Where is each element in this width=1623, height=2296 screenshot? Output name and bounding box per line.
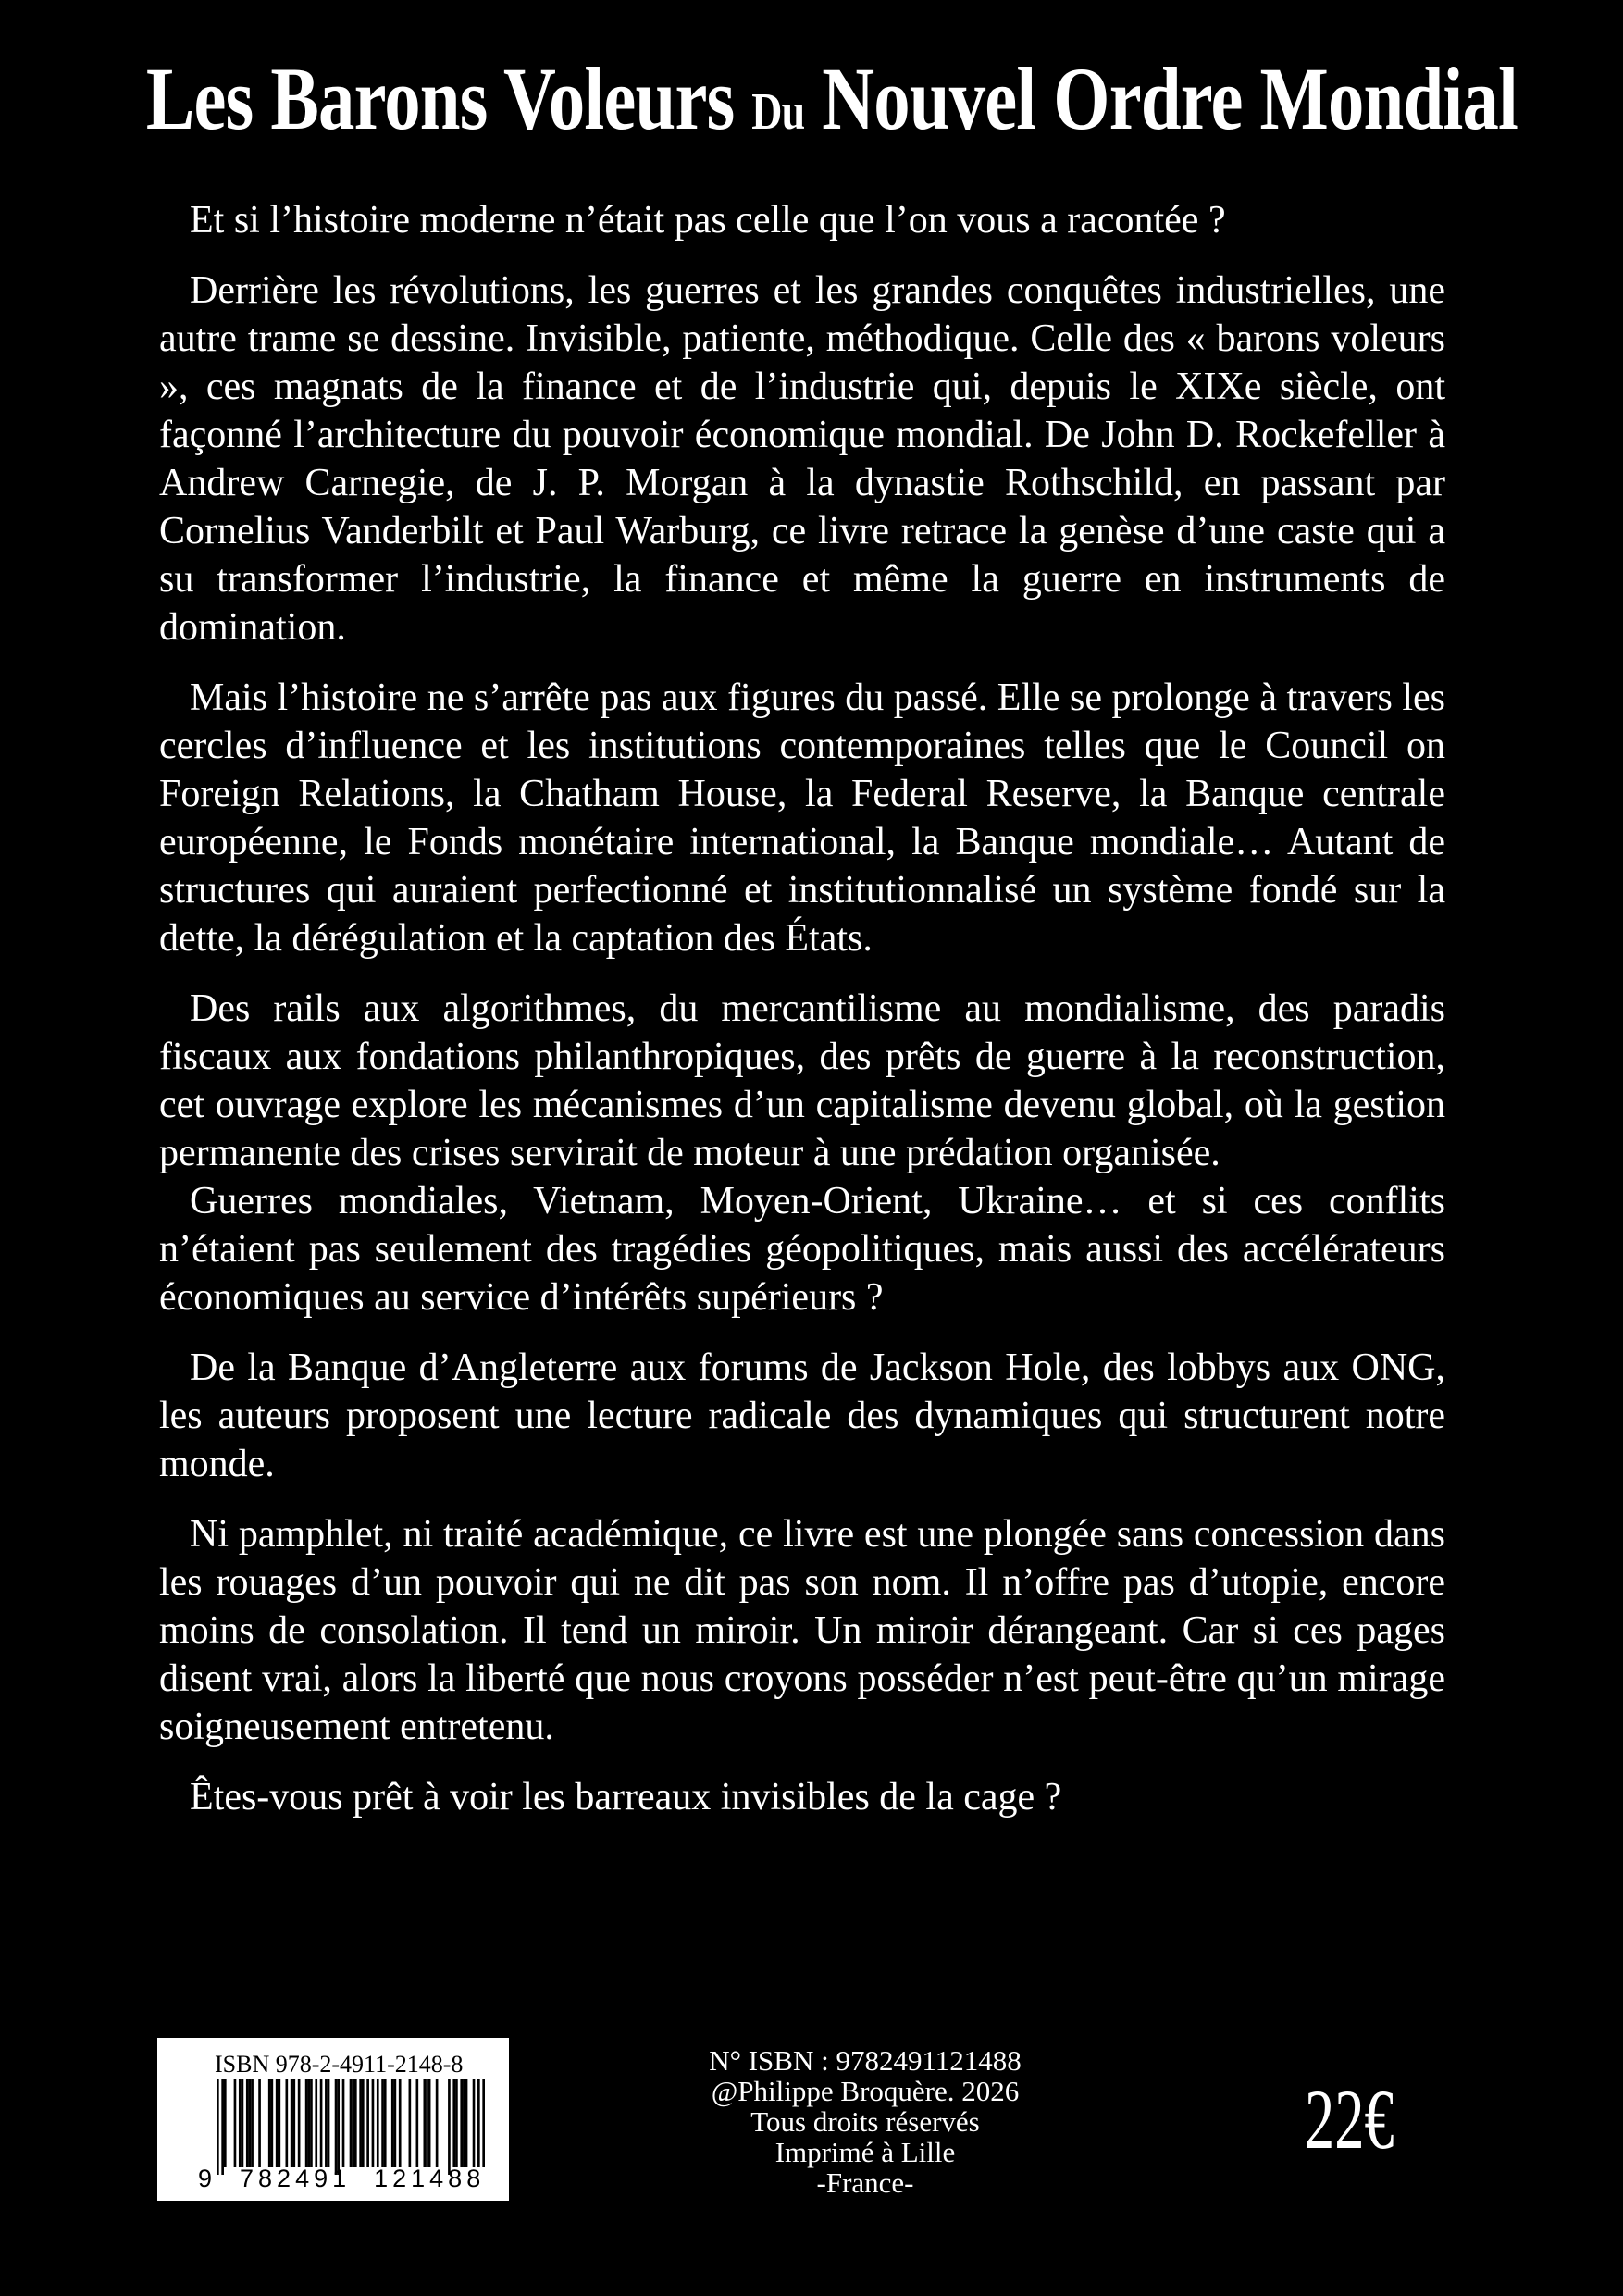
blurb-paragraph-1: Et si l’histoire moderne n’était pas celle que l’on vous a racontée ? [190, 199, 1226, 242]
rights-reserved: Tous droits réservés [750, 2105, 980, 2138]
barcode-bar [224, 2079, 227, 2167]
barcode-bar [426, 2079, 428, 2167]
barcode-bar [465, 2079, 468, 2167]
barcode-bar [268, 2079, 271, 2167]
barcode-bar [246, 2079, 249, 2167]
barcode-bar [307, 2079, 310, 2167]
blurb-paragraph-5: Guerres mondiales, Vietnam, Moyen-Orient, Ukraine… et si ces conflits n’étaient pas seulement des tragédies géopolitiques, mais aussi des accélérateurs économiques au service d’intérêts supérieurs ? [159, 1180, 1445, 1319]
barcode-bar [409, 2079, 412, 2167]
isbn-barcode [157, 2038, 509, 2201]
barcode-bar [452, 2079, 455, 2167]
title-connector: Du [751, 83, 805, 141]
barcode-bar [242, 2079, 244, 2167]
barcode-bar [350, 2079, 353, 2167]
blurb-paragraph-2: Derrière les révolutions, les guerres et les grandes conquêtes industrielles, une autre trame se dessine. Invisible, patiente, méthodique. Celle des « barons voleurs », ces magnats de la finance et de l’industrie qui, depuis le XIXe siècle, ont façonné l’architecture du pouvoir économique mondial. De John D. Rockefeller à Andrew Carnegie, de J. P. Morgan à la dynastie Rothschild, en passant par Cornelius Vanderbilt et Paul Warburg, ce livre retrace la genèse d’une caste qui a su transformer l’industrie, la finance et même la guerre en instruments de domination. [159, 269, 1445, 649]
barcode-bar [217, 2079, 219, 2175]
barcode-isbn-label: ISBN 978-2-4911-2148-8 [215, 2051, 464, 2078]
barcode-bar [455, 2079, 458, 2167]
barcode-bar [463, 2079, 465, 2167]
barcode-bar [279, 2079, 281, 2167]
barcode-bar [416, 2079, 419, 2167]
barcode-bar [315, 2079, 317, 2167]
barcode-bar [337, 2079, 340, 2175]
barcode-bar [328, 2079, 330, 2167]
barcode-bar [394, 2079, 397, 2167]
barcode-bar [482, 2079, 485, 2167]
barcode-bar [423, 2079, 426, 2167]
isbn-number: N° ISBN : 9782491121488 [709, 2044, 1022, 2077]
barcode-bar [359, 2079, 362, 2167]
back-cover-blurb [159, 196, 1445, 1843]
barcode-bar [251, 2079, 254, 2167]
barcode-bar [291, 2079, 293, 2167]
barcode-bar [352, 2079, 354, 2167]
printed-location: Imprimé à Lille [774, 2136, 956, 2168]
barcode-bar [292, 2079, 295, 2167]
barcode-bar [460, 2079, 463, 2167]
barcode-bar [285, 2079, 288, 2167]
barcode-bar [381, 2079, 384, 2167]
barcode-bar [239, 2079, 242, 2167]
barcode-bar [325, 2079, 328, 2167]
title-part-1: Les Barons Voleurs [145, 49, 735, 148]
barcode-bar [473, 2079, 476, 2167]
blurb-paragraph-3: Mais l’histoire ne s’arrête pas aux figures du passé. Elle se prolonge à travers les cercles d’influence et les institutions contemporaines telles que le Council on Foreign Relations, la Chatham House, la Federal Reserve, la Banque centrale européenne, le Fonds monétaire international, la Banque mondiale… Autant de structures qui auraient perfectionné et institutionnalisé un système fondé sur la dette, la dérégulation et la captation des États. [159, 676, 1445, 960]
barcode-bar [276, 2079, 279, 2167]
barcode-bar [249, 2079, 252, 2167]
blurb-paragraph-6: De la Banque d’Angleterre aux forums de Jackson Hole, des lobbys aux ONG, les auteurs proposent une lecture radicale des dynamiques qui structurent notre monde. [159, 1347, 1445, 1485]
barcode-bar [362, 2079, 365, 2167]
blurb-paragraph-4: Des rails aux algorithmes, du mercantilisme au mondialisme, des paradis fiscaux aux fondations philanthropiques, des prêts de guerre à la reconstruction, cet ouvrage explore les mécanismes d’un capitalisme devenu global, où la gestion permanente des crises servirait de moteur à une prédation organisée. [159, 987, 1445, 1174]
barcode-bar [477, 2079, 480, 2167]
price: 22€ [1305, 2072, 1394, 2166]
barcode-bar [258, 2079, 261, 2167]
barcode-bar [428, 2079, 431, 2167]
country: -France- [816, 2166, 914, 2199]
copyright: @Philippe Broquère. 2026 [711, 2075, 1020, 2107]
barcode-bar [354, 2079, 357, 2167]
barcode-bar [305, 2079, 308, 2167]
title-part-2: Nouvel Ordre Mondial [822, 49, 1518, 148]
barcode-bars [217, 2079, 485, 2175]
barcode-bar [342, 2079, 345, 2167]
book-title [145, 48, 1518, 163]
barcode-bar [298, 2079, 301, 2167]
barcode-bar [310, 2079, 313, 2167]
barcode-bar [384, 2079, 387, 2167]
barcode-bar [320, 2079, 323, 2167]
barcode-bar [436, 2079, 439, 2167]
barcode-bar [377, 2079, 379, 2167]
barcode-bar [372, 2079, 375, 2167]
barcode-bar [234, 2079, 237, 2167]
barcode-bar [271, 2079, 274, 2167]
barcode-bar [221, 2079, 224, 2175]
barcode-bar [391, 2079, 394, 2167]
barcode-digits: 9 782491 121488 [198, 2165, 486, 2192]
barcode-bar [366, 2079, 369, 2167]
barcode-bar [399, 2079, 402, 2167]
publication-info [685, 2045, 1046, 2198]
barcode-bar [335, 2079, 338, 2175]
blurb-paragraph-7: Ni pamphlet, ni traité académique, ce livre est une plongée sans concession dans les rouages d’un pouvoir qui ne dit pas son nom. Il n’offre pas d’utopie, encore moins de consolation. Il tend un miroir. Un miroir dérangeant. Car si ces pages disent vrai, alors la liberté que nous croyons posséder n’est peut-être qu’un mirage soigneusement entretenu. [159, 1513, 1445, 1748]
barcode-bar [448, 2079, 451, 2175]
blurb-paragraph-8: Êtes-vous prêt à voir les barreaux invisibles de la cage ? [190, 1776, 1062, 1818]
